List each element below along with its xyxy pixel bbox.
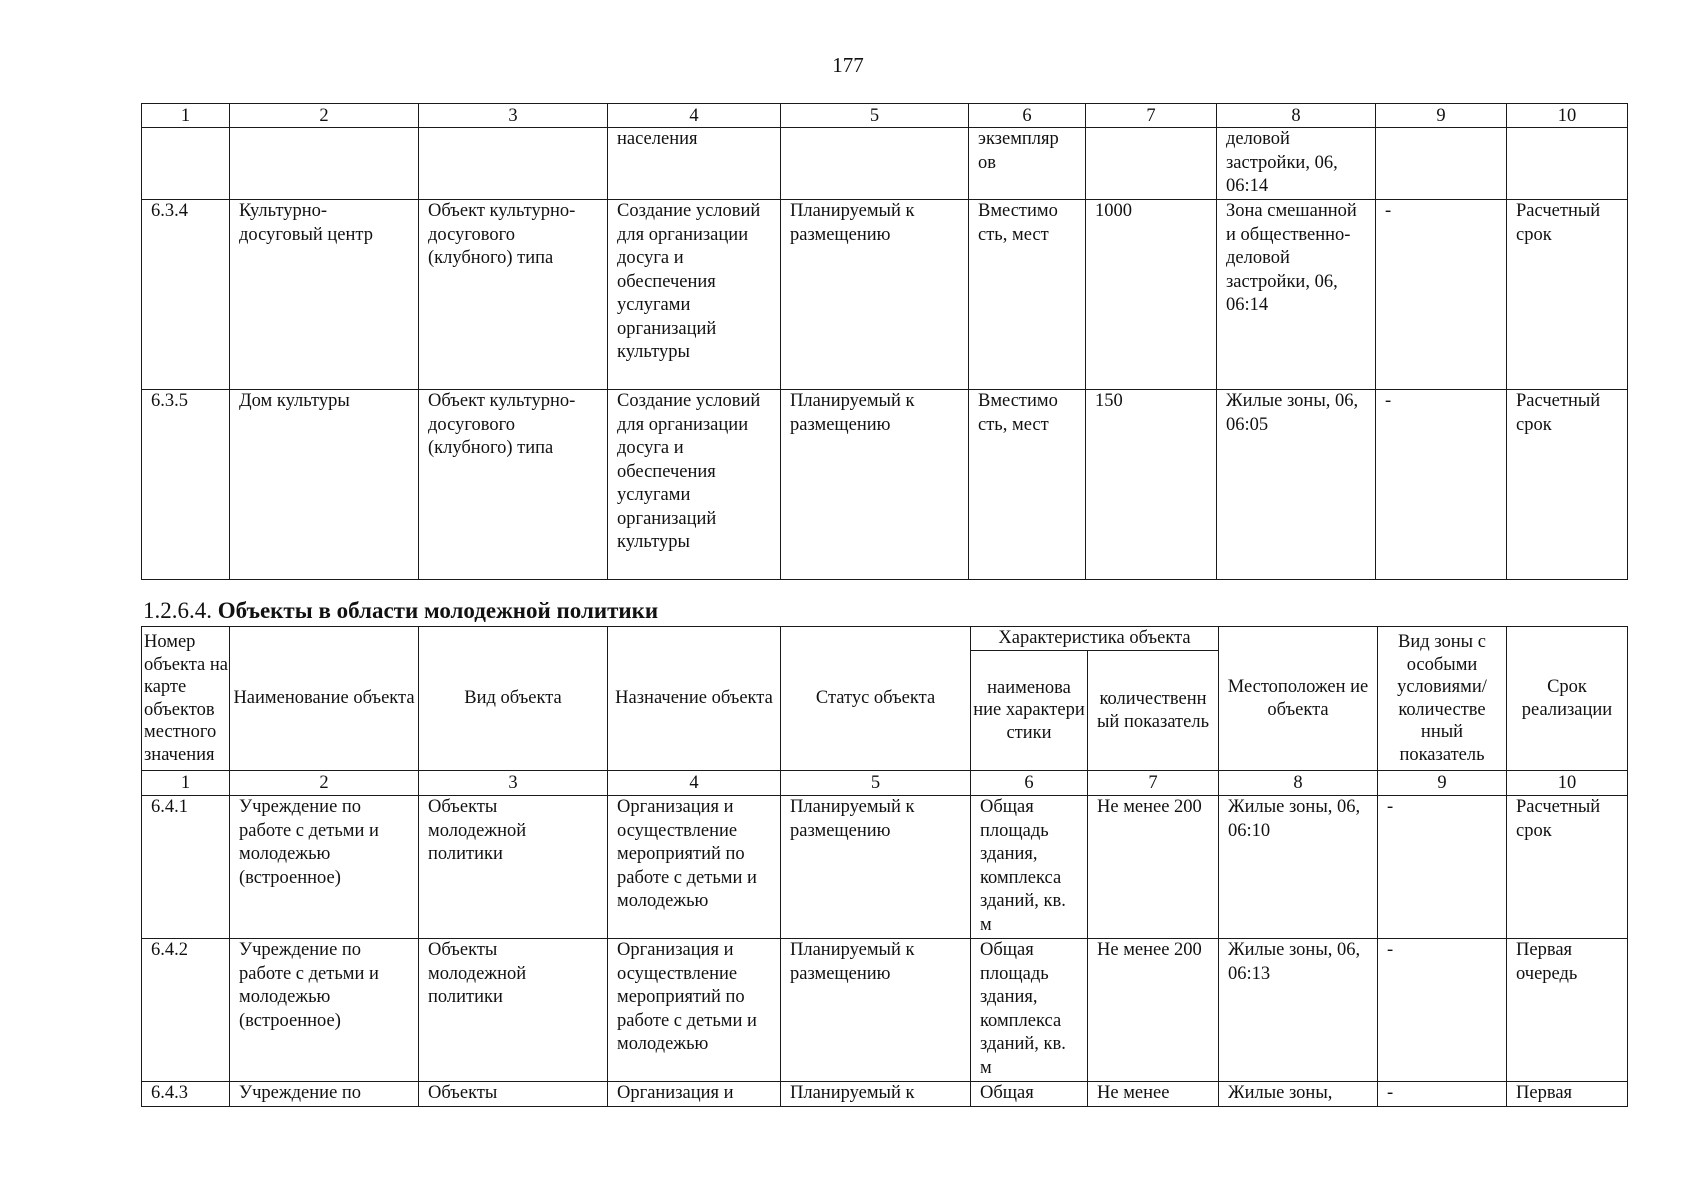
cell-zone — [1376, 128, 1507, 200]
cell-char-value — [1086, 128, 1217, 200]
cell-purpose: Организация и осуществление мероприятий по работе с детьми и молодежью — [608, 939, 781, 1082]
cell-zone: - — [1378, 1082, 1507, 1107]
col-number: 1 — [142, 104, 230, 128]
section-title: Объекты в области молодежной политики — [217, 598, 659, 623]
col-number: 3 — [419, 771, 608, 796]
table-row — [142, 796, 1628, 939]
cell-name: Учреждение по — [230, 1082, 419, 1107]
table-row — [142, 390, 1628, 580]
col-number: 4 — [608, 104, 781, 128]
col-number: 10 — [1507, 771, 1628, 796]
header-zone: Вид зоны с особыми условиями/ количестве нный показатель — [1378, 627, 1507, 771]
section-heading — [143, 598, 658, 624]
cell-name: Учреждение по работе с детьми и молодежью (встроенное) — [230, 796, 419, 939]
cell-char-name: Общая площадь здания, комплекса зданий, кв. м — [971, 939, 1088, 1082]
cell-deadline: Расчетный срок — [1507, 200, 1628, 390]
cell-number: 6.3.4 — [142, 200, 230, 390]
cell-type: Объекты — [419, 1082, 608, 1107]
col-number: 10 — [1507, 104, 1628, 128]
col-number: 6 — [971, 771, 1088, 796]
table-row — [142, 939, 1628, 1082]
header-location: Местоположен ие объекта — [1219, 627, 1378, 771]
cell-type — [419, 128, 608, 200]
header-char-value: количественн ый показатель — [1088, 651, 1219, 771]
cell-type: Объект культурно-досугового (клубного) типа — [419, 200, 608, 390]
col-number: 6 — [969, 104, 1086, 128]
cell-location: Жилые зоны, 06, 06:10 — [1219, 796, 1378, 939]
header-number: Номер объекта на карте объектов местного значения — [142, 627, 230, 771]
header-row — [142, 627, 1628, 651]
col-number: 3 — [419, 104, 608, 128]
header-deadline: Срок реализации — [1507, 627, 1628, 771]
cell-deadline: Расчетный срок — [1507, 390, 1628, 580]
cell-location: Жилые зоны, — [1219, 1082, 1378, 1107]
cell-zone: - — [1376, 390, 1507, 580]
cell-purpose: Организация и — [608, 1082, 781, 1107]
cell-name: Культурно-досуговый центр — [230, 200, 419, 390]
cell-char-value: Не менее 200 — [1088, 939, 1219, 1082]
column-number-row — [142, 104, 1628, 128]
header-purpose: Назначение объекта — [608, 627, 781, 771]
col-number: 8 — [1219, 771, 1378, 796]
col-number: 2 — [230, 104, 419, 128]
cell-number: 6.4.3 — [142, 1082, 230, 1107]
cell-number — [142, 128, 230, 200]
cell-char-name: Общая — [971, 1082, 1088, 1107]
cell-name: Дом культуры — [230, 390, 419, 580]
cell-type: Объекты молодежной политики — [419, 796, 608, 939]
col-number: 4 — [608, 771, 781, 796]
col-number: 9 — [1376, 104, 1507, 128]
cell-status: Планируемый к размещению — [781, 796, 971, 939]
col-number: 7 — [1086, 104, 1217, 128]
table-row — [142, 200, 1628, 390]
cell-type: Объекты молодежной политики — [419, 939, 608, 1082]
cell-zone: - — [1376, 200, 1507, 390]
header-char-name: наименова ние характери стики — [971, 651, 1088, 771]
header-status: Статус объекта — [781, 627, 971, 771]
cell-deadline: Первая — [1507, 1082, 1628, 1107]
column-number-row — [142, 771, 1628, 796]
col-number: 5 — [781, 104, 969, 128]
cell-status: Планируемый к размещению — [781, 939, 971, 1082]
cell-purpose: населения — [608, 128, 781, 200]
col-number: 8 — [1217, 104, 1376, 128]
cell-char-name: Вместимо сть, мест — [969, 200, 1086, 390]
cell-char-value: 150 — [1086, 390, 1217, 580]
section-number: 1.2.6.4. — [143, 598, 212, 623]
cell-deadline — [1507, 128, 1628, 200]
cell-zone: - — [1378, 939, 1507, 1082]
cell-name: Учреждение по работе с детьми и молодежью (встроенное) — [230, 939, 419, 1082]
header-characteristic: Характеристика объекта — [971, 627, 1219, 651]
col-number: 2 — [230, 771, 419, 796]
cell-char-name: экземпляр ов — [969, 128, 1086, 200]
cell-number: 6.4.2 — [142, 939, 230, 1082]
cell-deadline: Первая очередь — [1507, 939, 1628, 1082]
col-number: 9 — [1378, 771, 1507, 796]
cell-char-name: Общая площадь здания, комплекса зданий, кв. м — [971, 796, 1088, 939]
header-name: Наименование объекта — [230, 627, 419, 771]
cell-char-value: 1000 — [1086, 200, 1217, 390]
cell-char-name: Вместимо сть, мест — [969, 390, 1086, 580]
cell-status: Планируемый к размещению — [781, 390, 969, 580]
cell-status — [781, 128, 969, 200]
cell-location: Жилые зоны, 06, 06:13 — [1219, 939, 1378, 1082]
cell-deadline: Расчетный срок — [1507, 796, 1628, 939]
culture-objects-table — [141, 103, 1628, 580]
cell-number: 6.4.1 — [142, 796, 230, 939]
cell-location: Зона смешанной и общественно-деловой застройки, 06, 06:14 — [1217, 200, 1376, 390]
cell-status: Планируемый к — [781, 1082, 971, 1107]
cell-number: 6.3.5 — [142, 390, 230, 580]
table-row — [142, 1082, 1628, 1107]
header-type: Вид объекта — [419, 627, 608, 771]
col-number: 5 — [781, 771, 971, 796]
table-row — [142, 128, 1628, 200]
cell-status: Планируемый к размещению — [781, 200, 969, 390]
cell-location: деловой застройки, 06, 06:14 — [1217, 128, 1376, 200]
cell-purpose: Создание условий для организации досуга и обеспечения услугами организаций культуры — [608, 200, 781, 390]
cell-char-value: Не менее — [1088, 1082, 1219, 1107]
cell-location: Жилые зоны, 06, 06:05 — [1217, 390, 1376, 580]
cell-type: Объект культурно-досугового (клубного) типа — [419, 390, 608, 580]
cell-name — [230, 128, 419, 200]
cell-zone: - — [1378, 796, 1507, 939]
col-number: 7 — [1088, 771, 1219, 796]
youth-policy-objects-table — [141, 626, 1628, 1107]
cell-char-value: Не менее 200 — [1088, 796, 1219, 939]
page-number: 177 — [832, 53, 864, 77]
col-number: 1 — [142, 771, 230, 796]
cell-purpose: Организация и осуществление мероприятий по работе с детьми и молодежью — [608, 796, 781, 939]
cell-purpose: Создание условий для организации досуга и обеспечения услугами организаций культуры — [608, 390, 781, 580]
